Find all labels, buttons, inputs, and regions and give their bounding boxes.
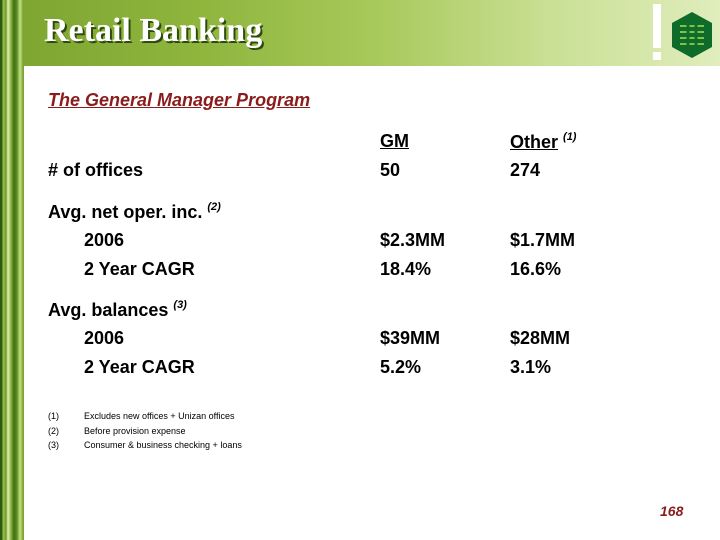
footnote-2-text: Before provision expense (84, 426, 186, 436)
row-balances-2006-other: $28MM (510, 328, 571, 348)
footnote-3-text: Consumer & business checking + loans (84, 440, 242, 450)
row-income-2006-other: $1.7MM (510, 230, 576, 250)
column-header-gm: GM (380, 131, 409, 151)
column-header-other-label: Other (510, 132, 559, 152)
row-balances-cagr-other: 3.1% (510, 357, 552, 377)
row-balances-cagr-gm: 5.2% (380, 357, 422, 377)
row-income-note: (2) (207, 201, 221, 213)
row-income-text: Avg. net oper. inc. (48, 202, 203, 222)
exclamation-mark-bar (653, 4, 661, 48)
row-income-label (48, 201, 221, 223)
row-income-cagr-other: 16.6% (510, 259, 562, 279)
row-income-2006-gm: $2.3MM (380, 230, 446, 250)
footnote-1-number: (1) (48, 411, 59, 421)
left-decorative-bar (0, 0, 24, 540)
footnote-2-number: (2) (48, 426, 59, 436)
row-offices-label: # of offices (48, 160, 144, 180)
row-offices-other: 274 (510, 160, 541, 180)
row-income-cagr-label: 2 Year CAGR (84, 259, 195, 279)
row-income-2006-label: 2006 (84, 230, 125, 250)
row-balances-2006-label: 2006 (84, 328, 125, 348)
footnote-3-number: (3) (48, 440, 59, 450)
bank-logo-icon (672, 12, 712, 58)
page-number: 168 (660, 503, 684, 519)
row-balances-label (48, 299, 187, 321)
row-income-cagr-gm: 18.4% (380, 259, 432, 279)
column-header-other-note: (1) (563, 131, 577, 143)
footnote-1-text: Excludes new offices + Unizan offices (84, 411, 235, 421)
row-balances-text: Avg. balances (48, 300, 169, 320)
row-offices-gm: 50 (380, 160, 401, 180)
column-header-other (510, 131, 576, 153)
page-title: Retail Banking (44, 12, 263, 49)
row-balances-cagr-label: 2 Year CAGR (84, 357, 195, 377)
row-balances-2006-gm: $39MM (380, 328, 441, 348)
exclamation-mark-dot (653, 52, 661, 60)
section-subtitle: The General Manager Program (48, 90, 311, 110)
row-balances-note: (3) (173, 299, 187, 311)
